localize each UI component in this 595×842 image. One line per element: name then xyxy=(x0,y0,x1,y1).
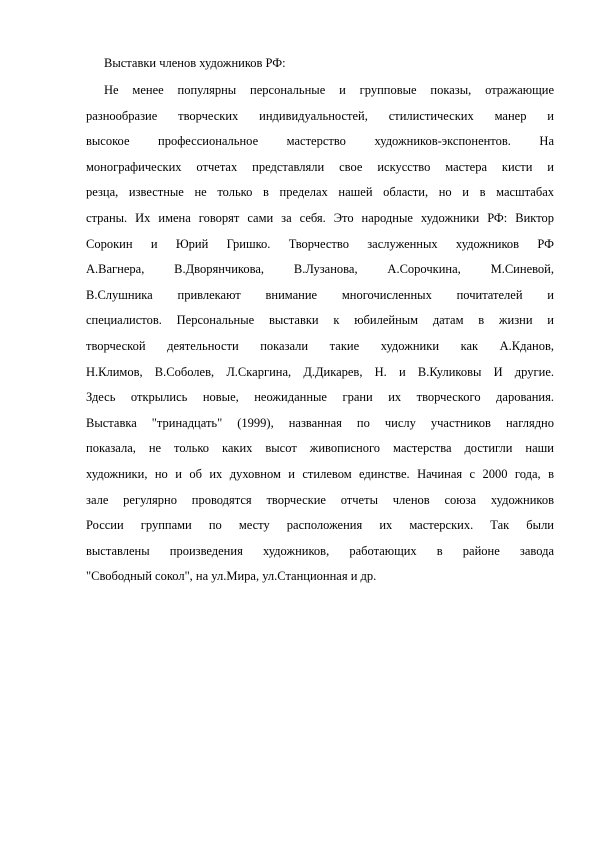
document-body xyxy=(86,78,554,590)
text-line: выставлены произведения художников, работающих в районе завода xyxy=(86,543,554,558)
text-line: разнообразие творческих индивидуальностей, стилистических манер и xyxy=(86,108,554,123)
text-line: творческой деятельности показали такие художники как А.Кданов, xyxy=(86,338,554,353)
text-line: монографических отчетах представляли свое искусство мастера кисти и xyxy=(86,159,554,174)
text-line: Не менее популярны персональные и групповые показы, отражающие xyxy=(104,83,554,97)
text-line: "Свободный сокол", на ул.Мира, ул.Станционная и др. xyxy=(86,569,377,584)
text-line: зале регулярно проводятся творческие отчеты членов союза художников xyxy=(86,492,554,507)
text-line: страны. Их имена говорят сами за себя. Это народные художники РФ: Виктор xyxy=(86,210,554,225)
text-line: А.Вагнера, В.Дворянчикова, В.Лузанова, А.Сорочкина, М.Синевой, xyxy=(86,262,554,277)
text-line: художники, но и об их духовном и стилевом единстве. Начиная с 2000 года, в xyxy=(86,466,554,481)
text-line: высокое профессиональное мастерство художников-экспонентов. На xyxy=(86,134,554,149)
text-line: резца, известные не только в пределах нашей области, но и в масштабах xyxy=(86,185,554,200)
text-line: Сорокин и Юрий Гришко. Творчество заслуженных художников РФ xyxy=(86,236,554,251)
text-line: специалистов. Персональные выставки к юбилейным датам в жизни и xyxy=(86,313,554,328)
text-line: Выставка "тринадцать" (1999), названная по числу участников наглядно xyxy=(86,415,554,430)
text-line: России группами по месту расположения их мастерских. Так были xyxy=(86,518,554,533)
text-line: В.Слушника привлекают внимание многочисленных почитателей и xyxy=(86,287,554,302)
text-line: показала, не только каких высот живописного мастерства достигли наши xyxy=(86,441,554,456)
text-line: Н.Климов, В.Соболев, Л.Скаргина, Д.Дикарев, Н. и В.Куликовы И другие. xyxy=(86,364,554,379)
document-heading: Выставки членов художников РФ: xyxy=(104,56,286,70)
text-line: Здесь открылись новые, неожиданные грани их творческого дарования. xyxy=(86,390,554,405)
